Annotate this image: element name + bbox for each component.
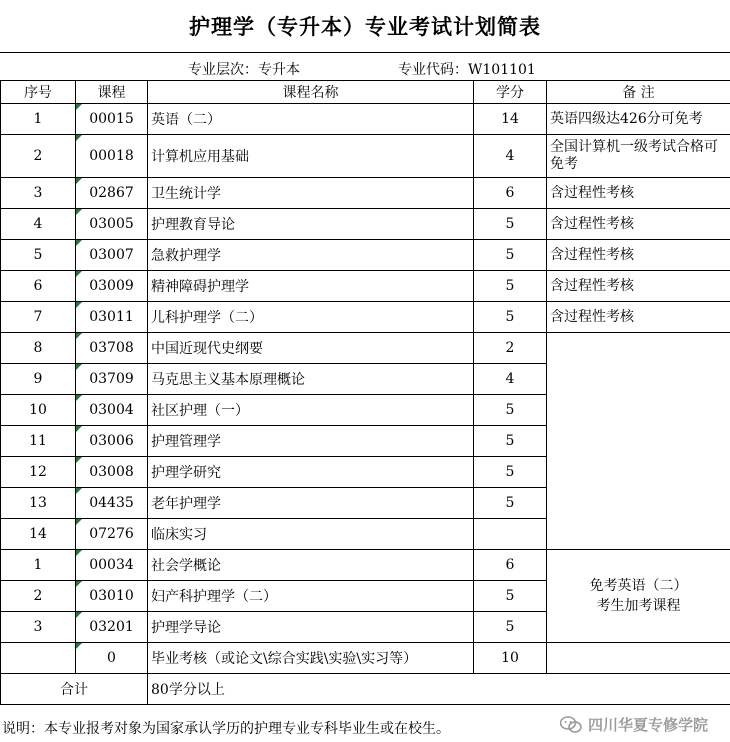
row-credit: 10: [474, 643, 547, 674]
table-row: [1, 135, 730, 178]
row-name: 儿科护理学（二）: [148, 302, 474, 333]
row-no: 10: [1, 395, 76, 426]
table-row: [1, 178, 730, 209]
watermark-text: 四川华夏专修学院: [587, 716, 708, 734]
row-name: 急救护理学: [148, 240, 474, 271]
row-no: 8: [1, 333, 76, 364]
footnote: 说明：本专业报考对象为国家承认学历的护理专业专科毕业生或在校生。: [2, 721, 450, 737]
row-code: 03010: [76, 581, 148, 612]
row-name: 计算机应用基础: [148, 135, 474, 178]
program-code: 专业代码：W101101: [398, 62, 536, 78]
row-no: 1: [1, 550, 76, 581]
row-no: 2: [1, 135, 76, 178]
row-no: 7: [1, 302, 76, 333]
row-no: 11: [1, 426, 76, 457]
elective-note-line2: 考生加考课程: [596, 598, 681, 614]
row-no: [1, 643, 76, 674]
row-note: 含过程性考核: [547, 240, 730, 271]
row-name: 卫生统计学: [148, 178, 474, 209]
row-code: 03011: [76, 302, 148, 333]
total-row: [1, 674, 730, 705]
row-credit: 4: [474, 135, 547, 178]
row-no: 14: [1, 519, 76, 550]
row-credit: 6: [474, 550, 547, 581]
row-name: 临床实习: [148, 519, 474, 550]
row-note: 全国计算机一级考试合格可免考: [547, 135, 730, 178]
blank-note-cell: [547, 333, 730, 550]
row-credit: 5: [474, 457, 547, 488]
row-code: 03201: [76, 612, 148, 643]
row-name: 老年护理学: [148, 488, 474, 519]
footer: [0, 712, 730, 740]
table-row: [1, 209, 730, 240]
table-row: [1, 240, 730, 271]
row-credit: [474, 519, 547, 550]
header-name: 课程名称: [148, 81, 474, 104]
row-code: 00015: [76, 104, 148, 135]
page-title: 护理学（专升本）专业考试计划简表: [189, 14, 541, 39]
row-credit: 5: [474, 271, 547, 302]
row-credit: 5: [474, 612, 547, 643]
total-label: 合计: [1, 674, 148, 705]
row-credit: 5: [474, 302, 547, 333]
header-credit: 学分: [474, 81, 547, 104]
table-row: [1, 104, 730, 135]
row-code: 03708: [76, 333, 148, 364]
row-no: 13: [1, 488, 76, 519]
row-no: 3: [1, 612, 76, 643]
header-code: 课程: [76, 81, 148, 104]
row-credit: 5: [474, 209, 547, 240]
row-note: 英语四级达426分可免考: [547, 104, 730, 135]
row-no: 3: [1, 178, 76, 209]
header-note: 备 注: [547, 81, 730, 104]
row-credit: 14: [474, 104, 547, 135]
row-no: 2: [1, 581, 76, 612]
row-code: 03005: [76, 209, 148, 240]
row-name: 护理教育导论: [148, 209, 474, 240]
row-code: 04435: [76, 488, 148, 519]
table-row: [1, 302, 730, 333]
row-credit: 5: [474, 488, 547, 519]
row-code: 03009: [76, 271, 148, 302]
row-name: 精神障碍护理学: [148, 271, 474, 302]
total-value: 80学分以上: [148, 674, 730, 705]
row-code: 07276: [76, 519, 148, 550]
row-credit: 5: [474, 395, 547, 426]
watermark: [560, 714, 708, 735]
row-name: 马克思主义基本原理概论: [148, 364, 474, 395]
header-no: 序号: [1, 81, 76, 104]
row-no: 4: [1, 209, 76, 240]
table-header-row: [1, 81, 730, 104]
row-name: 妇产科护理学（二）: [148, 581, 474, 612]
table-row: [1, 333, 730, 364]
table-row: [1, 271, 730, 302]
row-name: 社区护理（一）: [148, 395, 474, 426]
row-credit: 5: [474, 240, 547, 271]
row-name: 社会学概论: [148, 550, 474, 581]
table-row: [1, 643, 730, 674]
row-name: 护理学导论: [148, 612, 474, 643]
row-code: 02867: [76, 178, 148, 209]
elective-note-cell: [547, 550, 730, 643]
row-code: 03007: [76, 240, 148, 271]
row-code: 00034: [76, 550, 148, 581]
row-note: 含过程性考核: [547, 209, 730, 240]
exam-plan-table: [0, 80, 730, 705]
row-no: 12: [1, 457, 76, 488]
row-no: 1: [1, 104, 76, 135]
row-credit: 4: [474, 364, 547, 395]
row-name: 毕业考核（或论文\综合实践\实验\实习等）: [148, 643, 474, 674]
row-code: 00018: [76, 135, 148, 178]
elective-note-line1: 免考英语（二）: [589, 578, 688, 594]
row-credit: 2: [474, 333, 547, 364]
row-code: 03006: [76, 426, 148, 457]
row-code: 03008: [76, 457, 148, 488]
row-no: 6: [1, 271, 76, 302]
row-no: 5: [1, 240, 76, 271]
table-row: [1, 550, 730, 581]
row-name: 护理管理学: [148, 426, 474, 457]
row-credit: 5: [474, 426, 547, 457]
row-name: 护理学研究: [148, 457, 474, 488]
row-name: 中国近现代史纲要: [148, 333, 474, 364]
row-name: 英语（二）: [148, 104, 474, 135]
row-credit: 6: [474, 178, 547, 209]
blank-note-cell: [547, 643, 730, 674]
row-note: 含过程性考核: [547, 302, 730, 333]
program-info-bar: [0, 52, 730, 80]
row-code: 03004: [76, 395, 148, 426]
row-note: 含过程性考核: [547, 271, 730, 302]
row-credit: 5: [474, 581, 547, 612]
row-code: 0: [76, 643, 148, 674]
row-code: 03709: [76, 364, 148, 395]
row-no: 9: [1, 364, 76, 395]
program-level: 专业层次：专升本: [188, 62, 300, 78]
wechat-logo-icon: [560, 716, 582, 734]
row-note: 含过程性考核: [547, 178, 730, 209]
